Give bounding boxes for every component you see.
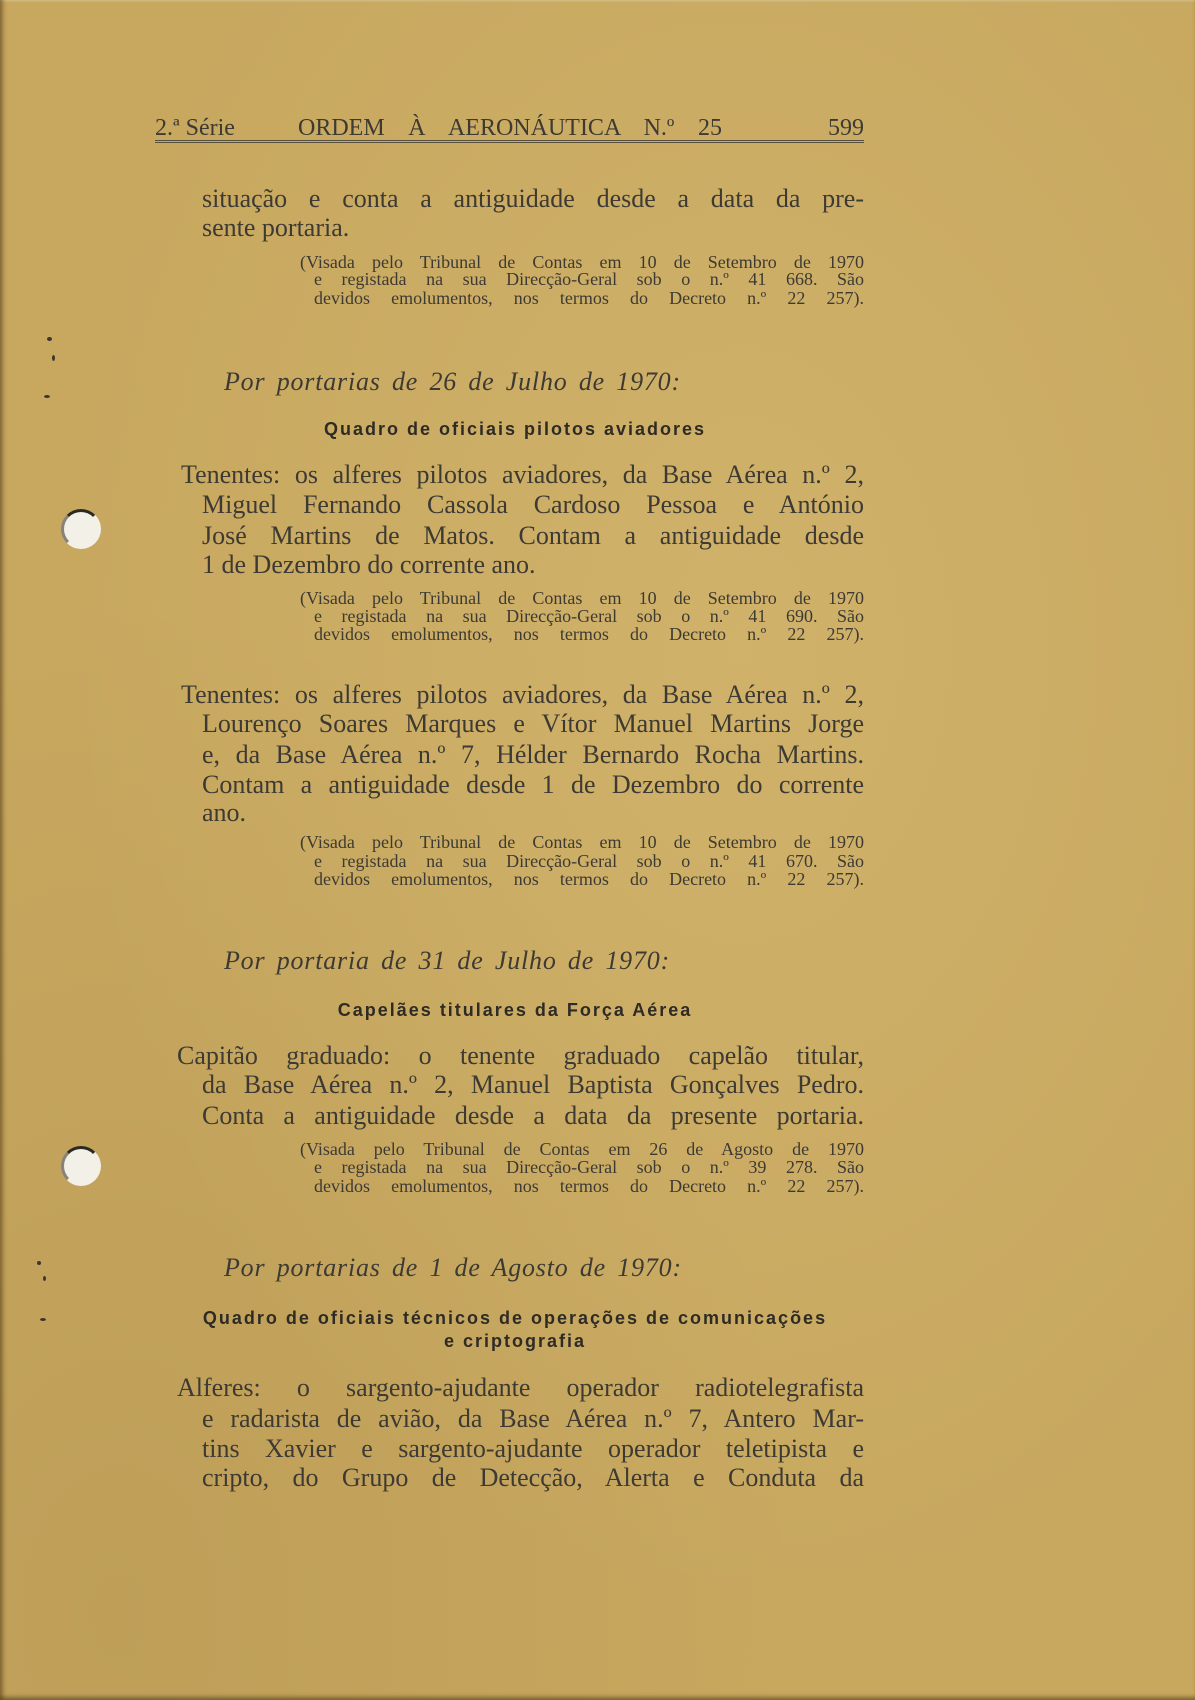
visa-note-line: e registada na sua Direcção-Geral sob o n.º 39 278. São (314, 1157, 864, 1177)
text-line: José Martins de Matos. Contam a antiguidade desde (202, 521, 864, 550)
visa-note-line: e registada na sua Direcção-Geral sob o n.º 41 690. São (314, 606, 864, 626)
series-label: 2.ª Série (155, 115, 235, 141)
text-line: 1 de Dezembro do corrente ano. (202, 550, 536, 579)
paper-mark (52, 355, 55, 361)
visa-note-line: (Visada pelo Tribunal de Contas em 10 de Setembro de 1970 (300, 588, 864, 608)
text-line: cripto, do Grupo de Detecção, Alerta e Conduta da (202, 1463, 864, 1492)
text-line: Miguel Fernando Cassola Cardoso Pessoa e António (202, 490, 864, 519)
text-line: Alferes: o sargento-ajudante operador radiotelegrafista (177, 1373, 864, 1402)
text-line: sente portaria. (202, 213, 350, 242)
text-line: e, da Base Aérea n.º 7, Hélder Bernardo Rocha Martins. (202, 740, 864, 769)
visa-note-line: (Visada pelo Tribunal de Contas em 10 de Setembro de 1970 (300, 252, 864, 272)
section-heading: Quadro de oficiais técnicos de operações de comunicações (202, 1308, 828, 1328)
page-number: 599 (828, 115, 864, 141)
text-line: e radarista de avião, da Base Aérea n.º 7, Antero Mar- (202, 1404, 864, 1433)
text-line: Lourenço Soares Marques e Vítor Manuel Martins Jorge (202, 709, 864, 738)
text-line: Capitão graduado: o tenente graduado capelão titular, (177, 1041, 864, 1070)
visa-note-line: devidos emolumentos, nos termos do Decreto n.º 22 257). (314, 624, 864, 644)
punch-hole (61, 509, 101, 549)
paper-mark (47, 337, 52, 341)
paper-mark (44, 395, 50, 398)
paper-mark (40, 1318, 46, 1321)
text-line: Contam a antiguidade desde 1 de Dezembro do corrente (202, 770, 864, 799)
text-line: Tenentes: os alferes pilotos aviadores, da Base Aérea n.º 2, (181, 680, 864, 709)
portaria-date-line: Por portarias de 1 de Agosto de 1970: (224, 1253, 682, 1282)
paper-mark (37, 1261, 41, 1265)
visa-note-line: e registada na sua Direcção-Geral sob o n.º 41 668. São (314, 269, 864, 289)
publication-title: ORDEM À AERONÁUTICA N.º 25 (298, 115, 722, 141)
punch-hole (61, 1146, 101, 1186)
visa-note-line: devidos emolumentos, nos termos do Decreto n.º 22 257). (314, 288, 864, 308)
section-heading: Quadro de oficiais pilotos aviadores (323, 419, 707, 439)
visa-note-line: (Visada pelo Tribunal de Contas em 26 de Agosto de 1970 (300, 1139, 864, 1159)
header-rule (155, 140, 864, 143)
text-line: Tenentes: os alferes pilotos aviadores, da Base Aérea n.º 2, (181, 460, 864, 489)
visa-note-line: (Visada pelo Tribunal de Contas em 10 de Setembro de 1970 (300, 832, 864, 852)
text-line: tins Xavier e sargento-ajudante operador teletipista e (202, 1434, 864, 1463)
text-line: ano. (202, 798, 247, 827)
text-line: da Base Aérea n.º 2, Manuel Baptista Gonçalves Pedro. (202, 1070, 864, 1099)
portaria-date-line: Por portaria de 31 de Julho de 1970: (224, 946, 671, 975)
visa-note-line: devidos emolumentos, nos termos do Decreto n.º 22 257). (314, 869, 864, 889)
text-line: situação e conta a antiguidade desde a data da pre- (202, 184, 864, 213)
section-heading: Capelães titulares da Força Aérea (337, 1000, 693, 1020)
portaria-date-line: Por portarias de 26 de Julho de 1970: (224, 367, 681, 396)
section-heading: e criptografia (443, 1331, 587, 1351)
paper-mark (43, 1276, 46, 1281)
text-line: Conta a antiguidade desde a data da presente portaria. (202, 1101, 864, 1130)
visa-note-line: devidos emolumentos, nos termos do Decreto n.º 22 257). (314, 1176, 864, 1196)
visa-note-line: e registada na sua Direcção-Geral sob o n.º 41 670. São (314, 851, 864, 871)
